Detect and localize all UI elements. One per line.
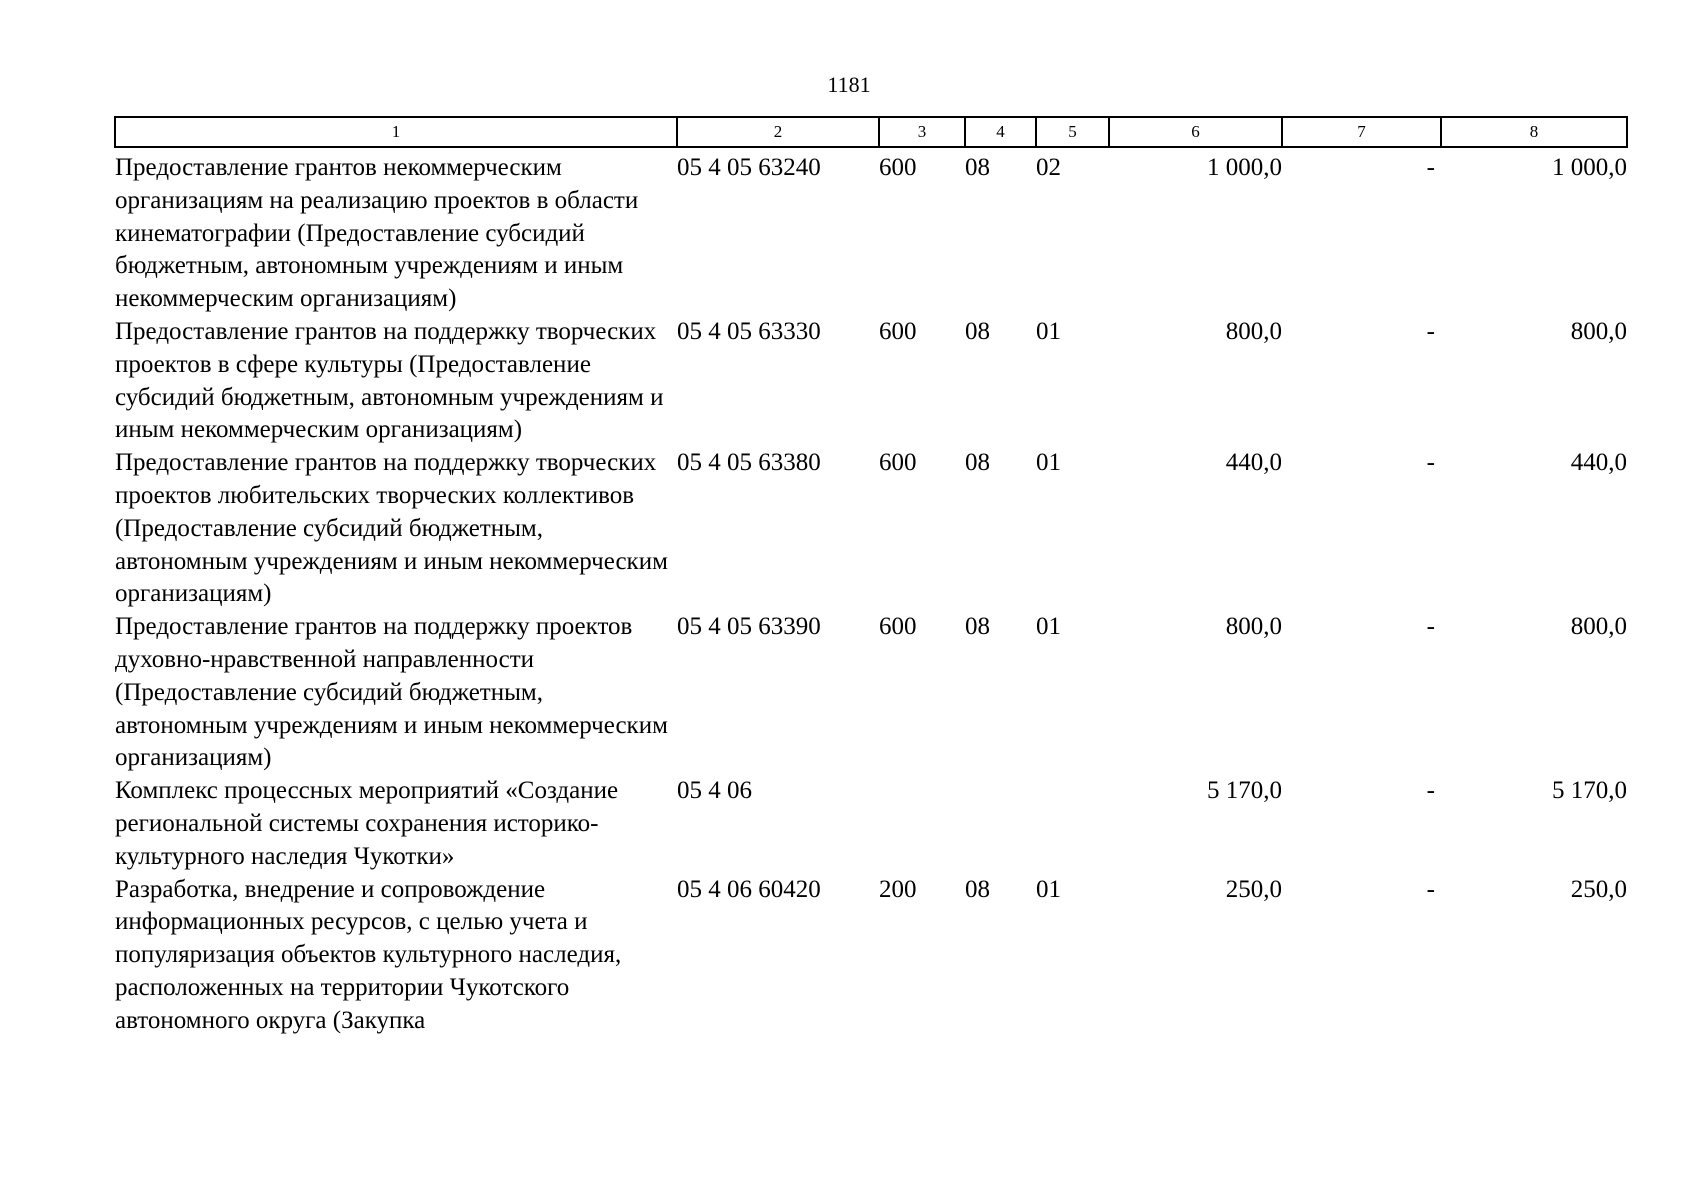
row-col7: - xyxy=(1426,875,1435,903)
row-code: 05 4 05 63380 xyxy=(677,449,821,477)
row-col3: 600 xyxy=(879,154,917,181)
row-col8: 800,0 xyxy=(1570,613,1627,641)
row-col5: 01 xyxy=(1036,613,1061,641)
row-name: Предоставление грантов на поддержку творческих проектов любительских творческих коллективов (Предоставление субсидий бюджетным, автономным учреждениям и иным некоммерческим организациям) xyxy=(115,449,668,608)
column-header-2: 2 xyxy=(677,117,879,147)
row-col3 xyxy=(879,775,965,873)
row-code: 05 4 06 60420 xyxy=(677,875,821,903)
row-name: Предоставление грантов некоммерческим организациям на реализацию проектов в области кинематографии (Предоставление субсидий бюджетным, автономным учреждениям и иным некоммерческим организациям) xyxy=(115,154,639,313)
row-name: Разработка, внедрение и сопровождение информационных ресурсов, с целью учета и популяризация объектов культурного наследия, расположенных на территории Чукотского автономного округа (Закупка xyxy=(115,875,622,1034)
table-row xyxy=(115,447,1627,611)
table-row xyxy=(115,316,1627,447)
column-header-4: 4 xyxy=(965,117,1036,147)
table-row xyxy=(115,611,1627,775)
row-name: Предоставление грантов на поддержку творческих проектов в сфере культуры (Предоставление субсидий бюджетным, автономным учреждениям и иным некоммерческим организациям) xyxy=(115,317,664,444)
row-col4: 08 xyxy=(965,449,990,477)
row-col6: 800,0 xyxy=(1225,613,1282,641)
row-col3: 600 xyxy=(879,317,917,345)
row-col8: 5 170,0 xyxy=(1552,777,1627,805)
row-col6: 250,0 xyxy=(1225,875,1282,903)
row-code: 05 4 05 63330 xyxy=(677,317,821,345)
row-col4: 08 xyxy=(965,154,990,181)
row-col8: 1 000,0 xyxy=(1552,154,1627,181)
row-col4: 08 xyxy=(965,875,990,903)
row-col8: 250,0 xyxy=(1570,875,1627,903)
row-col7: - xyxy=(1426,613,1435,641)
row-col4: 08 xyxy=(965,613,990,641)
table-row xyxy=(115,775,1627,873)
row-col7: - xyxy=(1426,449,1435,477)
row-col7: - xyxy=(1426,317,1435,345)
table-row xyxy=(115,147,1627,316)
row-col6: 5 170,0 xyxy=(1207,777,1282,805)
page-number: 1181 xyxy=(827,72,871,97)
column-header-6: 6 xyxy=(1109,117,1282,147)
row-col5 xyxy=(1036,775,1109,873)
column-header-5: 5 xyxy=(1036,117,1109,147)
row-col3: 600 xyxy=(879,613,917,641)
row-col5: 01 xyxy=(1036,875,1061,903)
row-col3: 600 xyxy=(879,449,917,477)
row-code: 05 4 05 63390 xyxy=(677,613,821,641)
budget-table xyxy=(114,116,1628,1038)
table-row xyxy=(115,874,1627,1038)
row-col7: - xyxy=(1426,154,1435,181)
row-col4 xyxy=(965,775,1036,873)
row-col5: 01 xyxy=(1036,317,1061,345)
row-code: 05 4 05 63240 xyxy=(677,154,821,181)
row-code: 05 4 06 xyxy=(677,777,752,805)
row-col8: 440,0 xyxy=(1570,449,1627,477)
table-header-row xyxy=(115,117,1627,147)
column-header-3: 3 xyxy=(879,117,965,147)
row-col6: 440,0 xyxy=(1225,449,1282,477)
row-col5: 02 xyxy=(1036,154,1061,181)
row-col4: 08 xyxy=(965,317,990,345)
row-col7: - xyxy=(1426,777,1435,805)
row-name: Комплекс процессных мероприятий «Создание региональной системы сохранения историко-культурного наследия Чукотки» xyxy=(115,777,619,870)
row-col5: 01 xyxy=(1036,449,1061,477)
column-header-8: 8 xyxy=(1441,117,1627,147)
column-header-7: 7 xyxy=(1282,117,1441,147)
row-col3: 200 xyxy=(879,875,917,903)
row-name: Предоставление грантов на поддержку проектов духовно-нравственной направленности (Предоставление субсидий бюджетным, автономным учреждениям и иным некоммерческим организациям) xyxy=(115,613,668,772)
row-col8: 800,0 xyxy=(1570,317,1627,345)
row-col6: 800,0 xyxy=(1225,317,1282,345)
column-header-1: 1 xyxy=(115,117,677,147)
row-col6: 1 000,0 xyxy=(1207,154,1282,181)
